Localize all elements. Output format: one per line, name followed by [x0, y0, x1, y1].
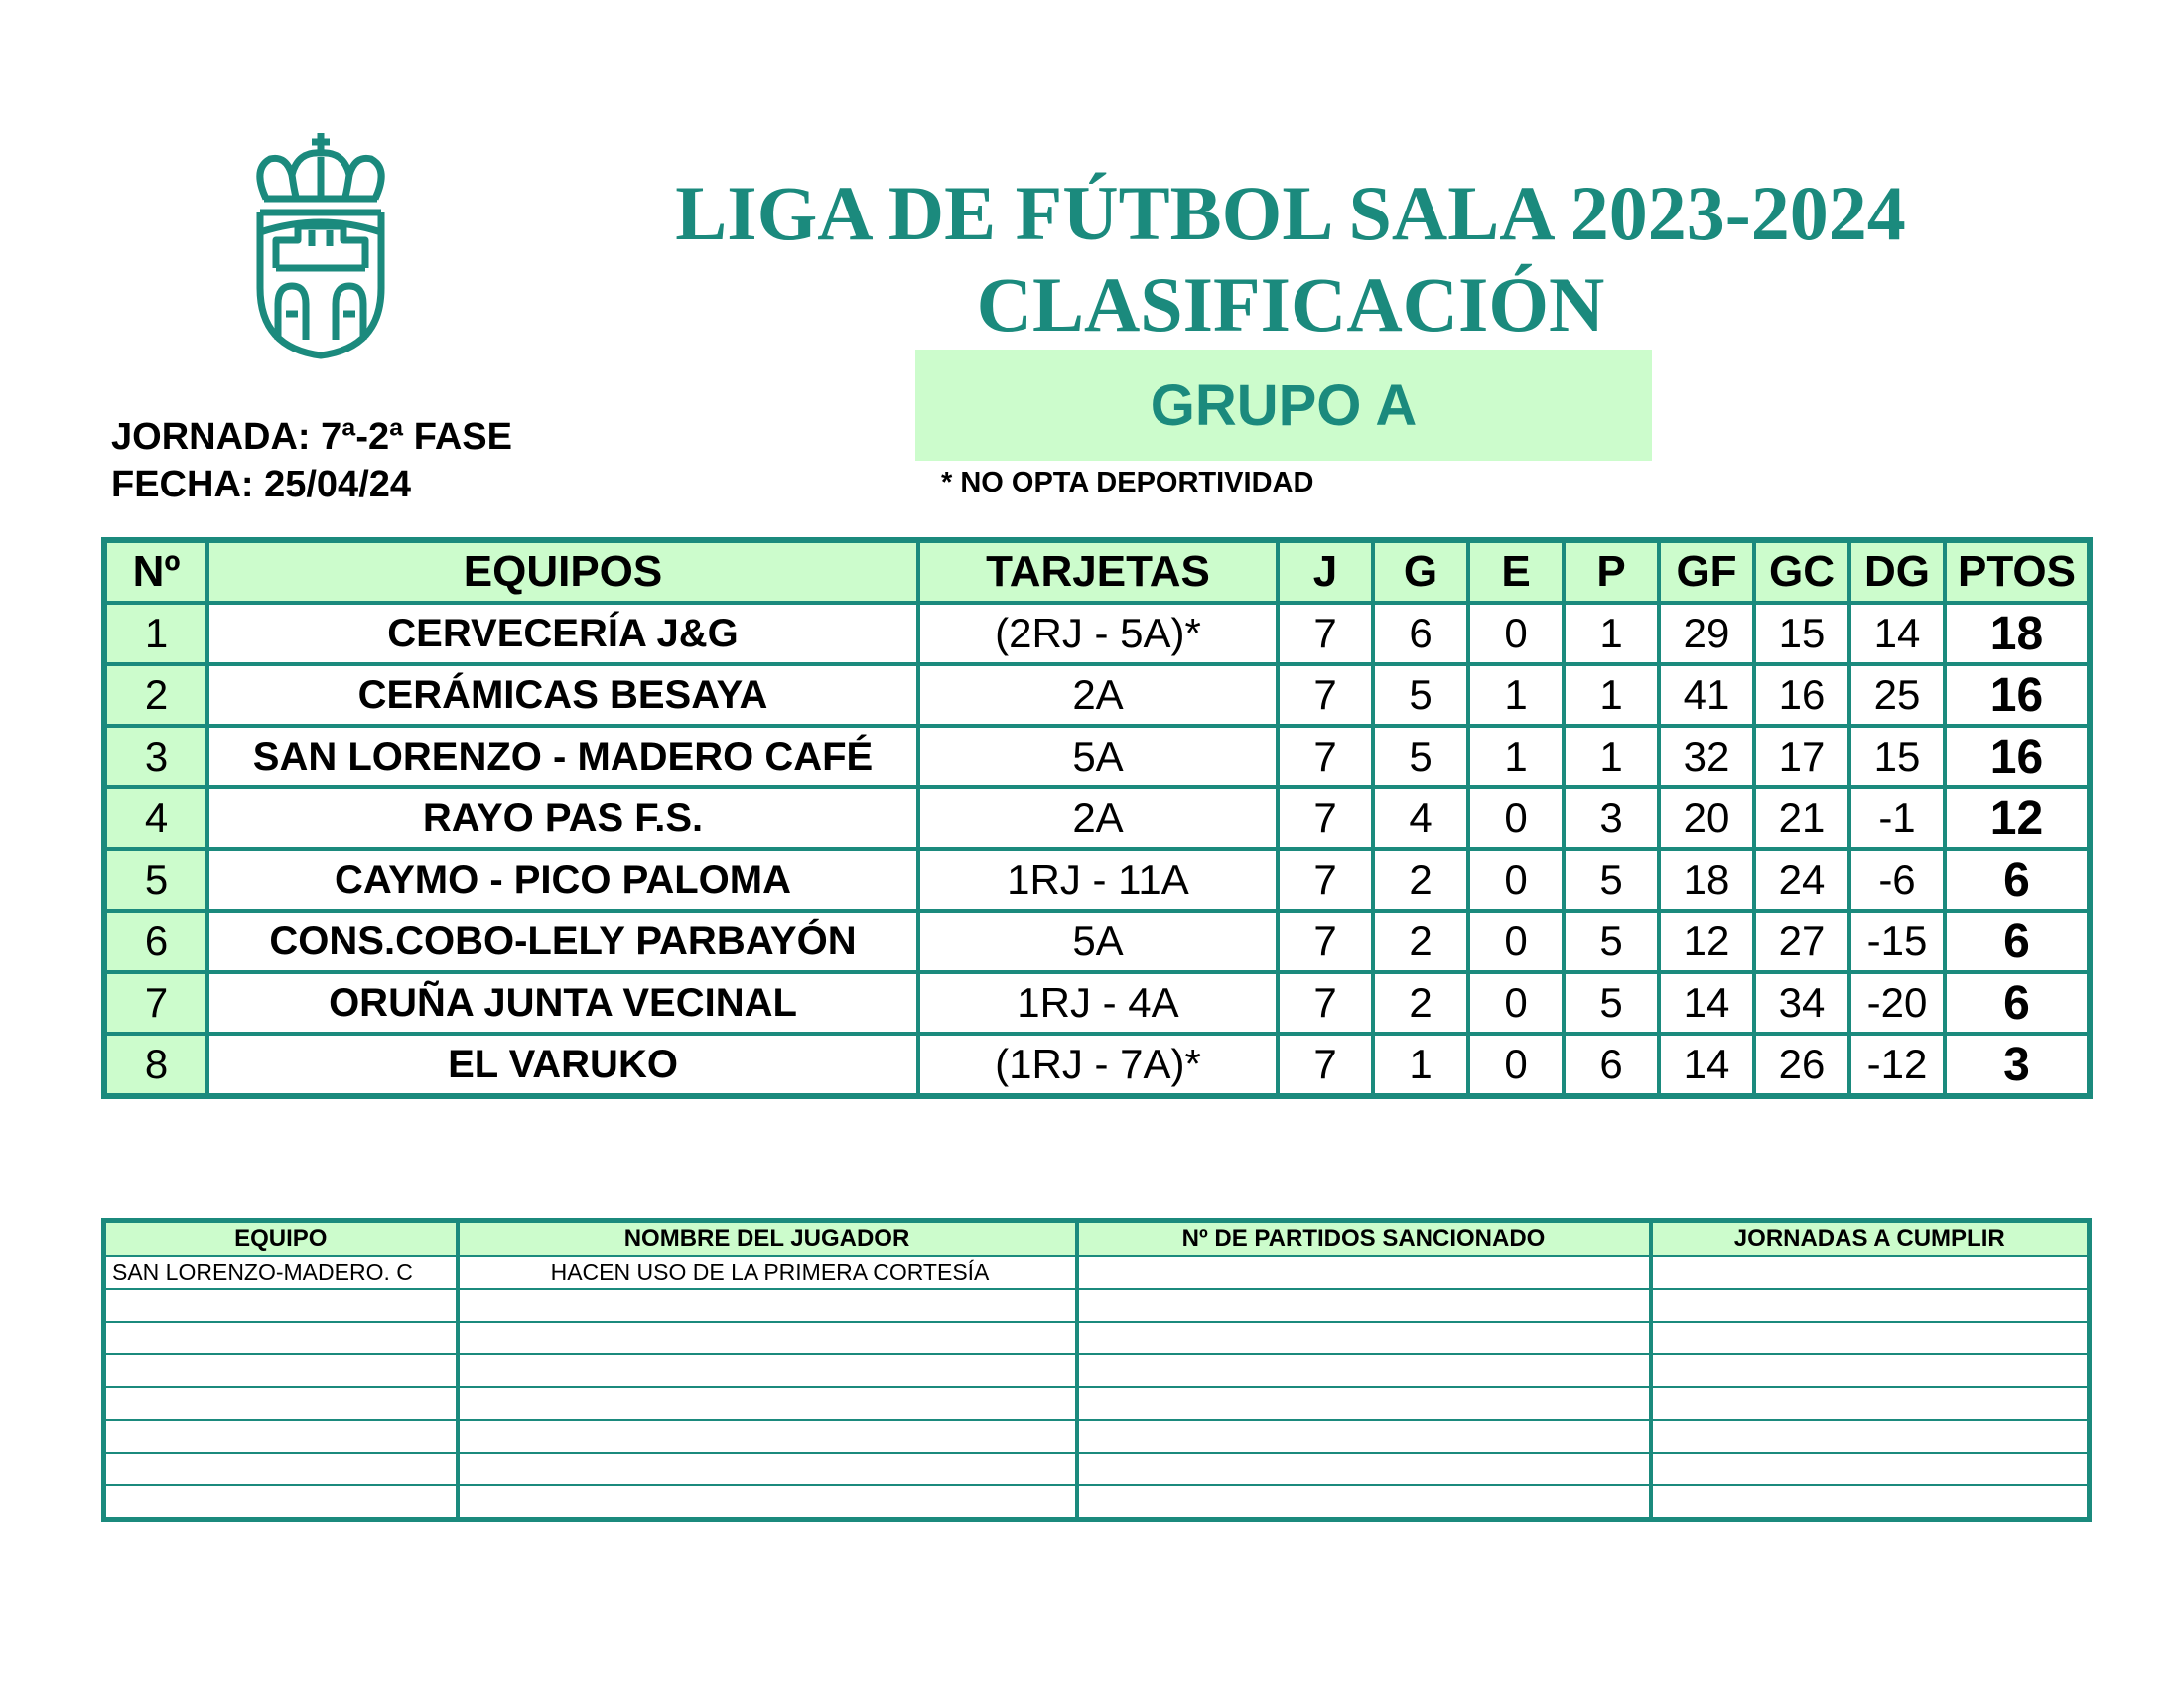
table-row	[104, 1453, 2090, 1485]
points-cell: 16	[1945, 726, 2090, 787]
sanction-pending-cell	[1651, 1289, 2090, 1322]
sportsmanship-note: * NO OPTA DEPORTIVIDAD	[941, 467, 1314, 498]
goals-against-cell: 24	[1754, 849, 1849, 911]
sanction-team-cell	[104, 1354, 458, 1387]
column-header: Nº	[104, 540, 207, 603]
column-header: GC	[1754, 540, 1849, 603]
sanction-matches-cell	[1077, 1322, 1651, 1354]
lost-cell: 1	[1564, 664, 1659, 726]
table-row	[104, 664, 2090, 726]
goals-against-cell: 27	[1754, 911, 1849, 972]
points-cell: 6	[1945, 911, 2090, 972]
team-name-cell: CAYMO - PICO PALOMA	[207, 849, 918, 911]
sanctions-table	[101, 1218, 2092, 1522]
goal-difference-cell: -1	[1849, 787, 1945, 849]
sanction-pending-cell	[1651, 1322, 2090, 1354]
points-cell: 6	[1945, 972, 2090, 1034]
sanction-player-cell	[458, 1387, 1077, 1420]
goal-difference-cell: -12	[1849, 1034, 1945, 1096]
cards-cell: 1RJ - 11A	[918, 849, 1278, 911]
drawn-cell: 0	[1468, 911, 1564, 972]
table-row	[104, 911, 2090, 972]
played-cell: 7	[1278, 726, 1373, 787]
page-subtitle: CLASIFICACIÓN	[976, 261, 1605, 348]
sanction-pending-cell	[1651, 1453, 2090, 1485]
goal-difference-cell: -6	[1849, 849, 1945, 911]
sanction-team-cell: SAN LORENZO-MADERO. C	[104, 1256, 458, 1289]
cards-cell: 2A	[918, 787, 1278, 849]
sanction-matches-cell	[1077, 1289, 1651, 1322]
goals-against-cell: 17	[1754, 726, 1849, 787]
lost-cell: 5	[1564, 911, 1659, 972]
sanction-player-cell	[458, 1289, 1077, 1322]
position-cell: 5	[104, 849, 207, 911]
team-name-cell: ORUÑA JUNTA VECINAL	[207, 972, 918, 1034]
table-row	[104, 1420, 2090, 1453]
drawn-cell: 0	[1468, 849, 1564, 911]
sanction-team-cell	[104, 1289, 458, 1322]
position-cell: 3	[104, 726, 207, 787]
sanction-team-cell	[104, 1485, 458, 1520]
sanction-pending-cell	[1651, 1420, 2090, 1453]
drawn-cell: 0	[1468, 972, 1564, 1034]
won-cell: 1	[1373, 1034, 1468, 1096]
sanction-matches-cell	[1077, 1485, 1651, 1520]
team-name-cell: CERÁMICAS BESAYA	[207, 664, 918, 726]
column-header: GF	[1659, 540, 1754, 603]
lost-cell: 5	[1564, 849, 1659, 911]
sanction-player-cell	[458, 1354, 1077, 1387]
drawn-cell: 1	[1468, 726, 1564, 787]
points-cell: 16	[1945, 664, 2090, 726]
team-name-cell: CONS.COBO-LELY PARBAYÓN	[207, 911, 918, 972]
played-cell: 7	[1278, 664, 1373, 726]
sanction-team-cell	[104, 1322, 458, 1354]
drawn-cell: 0	[1468, 787, 1564, 849]
sanction-matches-cell	[1077, 1256, 1651, 1289]
goals-for-cell: 20	[1659, 787, 1754, 849]
position-cell: 2	[104, 664, 207, 726]
team-name-cell: RAYO PAS F.S.	[207, 787, 918, 849]
points-cell: 3	[1945, 1034, 2090, 1096]
goals-against-cell: 16	[1754, 664, 1849, 726]
coat-of-arms-icon	[246, 129, 395, 363]
sanction-player-cell: HACEN USO DE LA PRIMERA CORTESÍA	[458, 1256, 1077, 1289]
lost-cell: 1	[1564, 726, 1659, 787]
lost-cell: 5	[1564, 972, 1659, 1034]
goal-difference-cell: 14	[1849, 603, 1945, 664]
column-header: TARJETAS	[918, 540, 1278, 603]
sanction-team-cell	[104, 1387, 458, 1420]
cards-cell: 5A	[918, 726, 1278, 787]
goals-for-cell: 41	[1659, 664, 1754, 726]
cards-cell: 1RJ - 4A	[918, 972, 1278, 1034]
group-label: GRUPO A	[915, 350, 1652, 461]
table-row	[104, 849, 2090, 911]
table-row	[104, 1485, 2090, 1520]
position-cell: 4	[104, 787, 207, 849]
played-cell: 7	[1278, 603, 1373, 664]
table-row	[104, 1289, 2090, 1322]
sanction-pending-cell	[1651, 1485, 2090, 1520]
sanction-player-cell	[458, 1322, 1077, 1354]
table-row	[104, 603, 2090, 664]
goals-against-cell: 15	[1754, 603, 1849, 664]
played-cell: 7	[1278, 972, 1373, 1034]
goal-difference-cell: 25	[1849, 664, 1945, 726]
goals-for-cell: 12	[1659, 911, 1754, 972]
drawn-cell: 0	[1468, 603, 1564, 664]
cards-cell: 2A	[918, 664, 1278, 726]
goal-difference-cell: 15	[1849, 726, 1945, 787]
sanction-player-cell	[458, 1485, 1077, 1520]
column-header: E	[1468, 540, 1564, 603]
points-cell: 12	[1945, 787, 2090, 849]
sanction-matches-cell	[1077, 1354, 1651, 1387]
cards-cell: (1RJ - 7A)*	[918, 1034, 1278, 1096]
sanctions-header-row	[104, 1221, 2090, 1257]
column-header: NOMBRE DEL JUGADOR	[458, 1221, 1077, 1257]
table-row	[104, 1034, 2090, 1096]
team-name-cell: EL VARUKO	[207, 1034, 918, 1096]
standings-table	[101, 537, 2093, 1099]
lost-cell: 3	[1564, 787, 1659, 849]
goals-against-cell: 34	[1754, 972, 1849, 1034]
table-row	[104, 972, 2090, 1034]
won-cell: 2	[1373, 849, 1468, 911]
date-label: FECHA: 25/04/24	[111, 464, 412, 505]
won-cell: 4	[1373, 787, 1468, 849]
team-name-cell: CERVECERÍA J&G	[207, 603, 918, 664]
table-row	[104, 726, 2090, 787]
played-cell: 7	[1278, 911, 1373, 972]
column-header: DG	[1849, 540, 1945, 603]
table-row	[104, 1256, 2090, 1289]
won-cell: 6	[1373, 603, 1468, 664]
column-header: PTOS	[1945, 540, 2090, 603]
column-header: Nº DE PARTIDOS SANCIONADO	[1077, 1221, 1651, 1257]
column-header: JORNADAS A CUMPLIR	[1651, 1221, 2090, 1257]
table-row	[104, 1387, 2090, 1420]
sanction-matches-cell	[1077, 1387, 1651, 1420]
position-cell: 6	[104, 911, 207, 972]
points-cell: 6	[1945, 849, 2090, 911]
drawn-cell: 0	[1468, 1034, 1564, 1096]
goals-for-cell: 32	[1659, 726, 1754, 787]
played-cell: 7	[1278, 1034, 1373, 1096]
position-cell: 7	[104, 972, 207, 1034]
lost-cell: 1	[1564, 603, 1659, 664]
sanction-team-cell	[104, 1453, 458, 1485]
sanction-player-cell	[458, 1453, 1077, 1485]
lost-cell: 6	[1564, 1034, 1659, 1096]
column-header: G	[1373, 540, 1468, 603]
sanction-matches-cell	[1077, 1420, 1651, 1453]
goals-for-cell: 14	[1659, 972, 1754, 1034]
sanction-matches-cell	[1077, 1453, 1651, 1485]
cards-cell: 5A	[918, 911, 1278, 972]
won-cell: 5	[1373, 664, 1468, 726]
jornada-label: JORNADA: 7ª-2ª FASE	[111, 416, 512, 458]
sanction-pending-cell	[1651, 1354, 2090, 1387]
column-header: P	[1564, 540, 1659, 603]
goal-difference-cell: -20	[1849, 972, 1945, 1034]
table-row	[104, 1322, 2090, 1354]
goals-for-cell: 18	[1659, 849, 1754, 911]
goals-for-cell: 29	[1659, 603, 1754, 664]
won-cell: 5	[1373, 726, 1468, 787]
points-cell: 18	[1945, 603, 2090, 664]
goals-against-cell: 21	[1754, 787, 1849, 849]
team-name-cell: SAN LORENZO - MADERO CAFÉ	[207, 726, 918, 787]
column-header: EQUIPO	[104, 1221, 458, 1257]
goals-against-cell: 26	[1754, 1034, 1849, 1096]
won-cell: 2	[1373, 972, 1468, 1034]
goals-for-cell: 14	[1659, 1034, 1754, 1096]
sanction-player-cell	[458, 1420, 1077, 1453]
column-header: EQUIPOS	[207, 540, 918, 603]
position-cell: 8	[104, 1034, 207, 1096]
won-cell: 2	[1373, 911, 1468, 972]
table-row	[104, 787, 2090, 849]
position-cell: 1	[104, 603, 207, 664]
sanction-team-cell	[104, 1420, 458, 1453]
column-header: J	[1278, 540, 1373, 603]
played-cell: 7	[1278, 787, 1373, 849]
standings-header-row	[104, 540, 2090, 603]
sanction-pending-cell	[1651, 1387, 2090, 1420]
sanction-pending-cell	[1651, 1256, 2090, 1289]
table-row	[104, 1354, 2090, 1387]
played-cell: 7	[1278, 849, 1373, 911]
goal-difference-cell: -15	[1849, 911, 1945, 972]
cards-cell: (2RJ - 5A)*	[918, 603, 1278, 664]
page-title: LIGA DE FÚTBOL SALA 2023-2024	[675, 170, 1906, 256]
drawn-cell: 1	[1468, 664, 1564, 726]
